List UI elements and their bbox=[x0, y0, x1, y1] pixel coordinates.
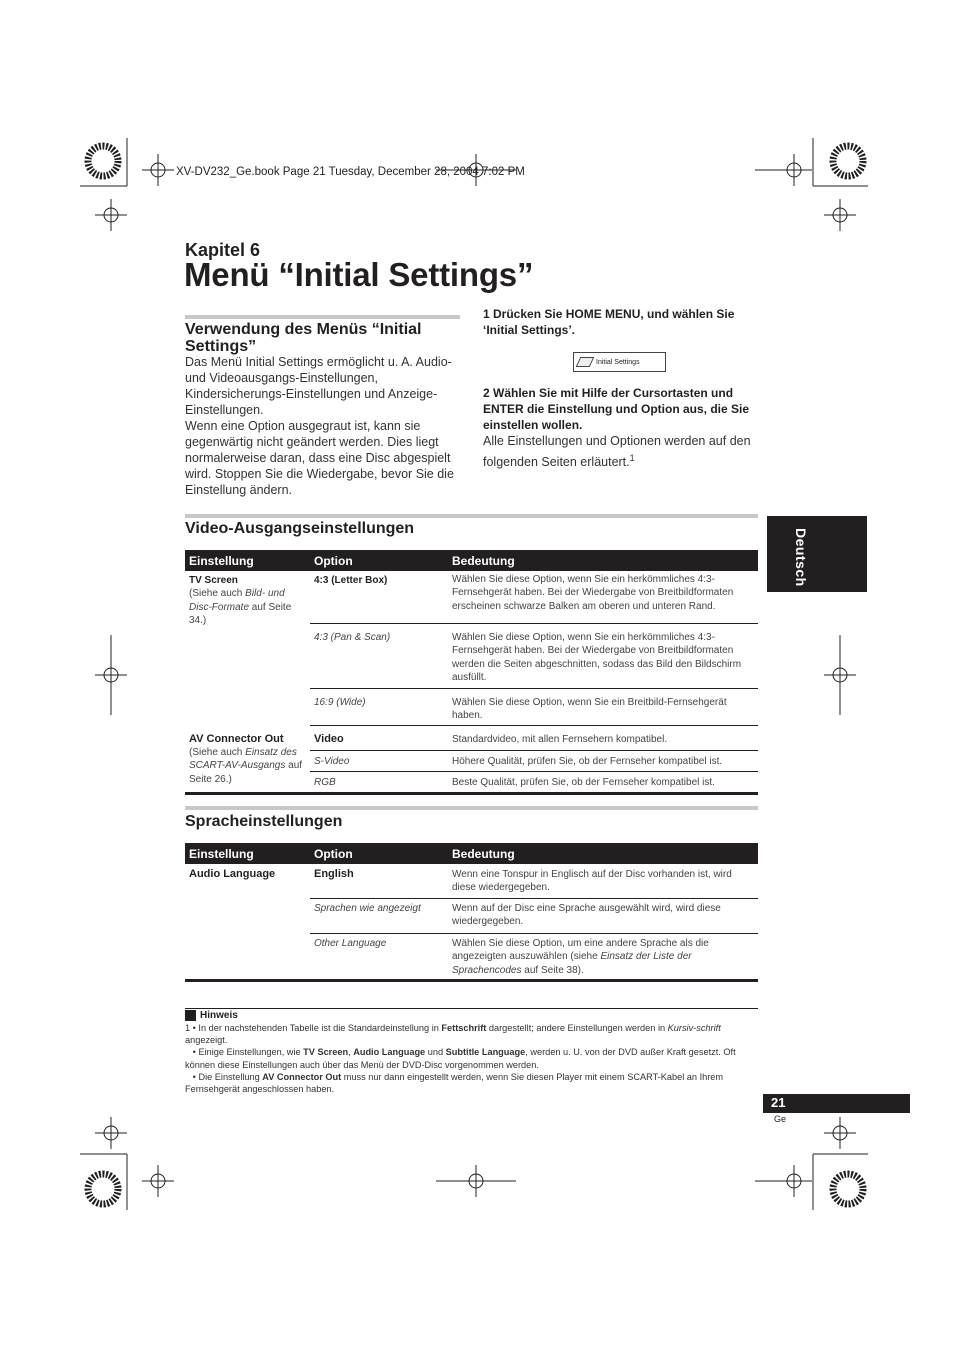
ref-text: auf Seite 34.) bbox=[189, 601, 292, 626]
usage-paragraph: Das Menü Initial Settings ermöglicht u. A. Audio- und Videoausgangs-Einstellungen, Kindersicherungs-Einstellungen und Anzeige-Einstellungen. bbox=[185, 355, 452, 417]
page-language-code: Ge bbox=[774, 1114, 787, 1124]
step-1: 1 Drücken Sie HOME MENU, und wählen Sie ‘Initial Settings’. bbox=[483, 307, 735, 337]
col-header-setting: Einstellung bbox=[185, 843, 310, 864]
ref-text: (Siehe auch bbox=[189, 588, 246, 599]
option-cell: 4:3 (Letter Box) bbox=[310, 571, 448, 624]
note-text: , bbox=[348, 1047, 354, 1058]
note-text: angezeigt. bbox=[185, 1035, 228, 1046]
setting-name: AV Connector Out bbox=[189, 732, 284, 745]
footnote-ref: 1 bbox=[629, 453, 635, 463]
ref-text: auf Seite 26.) bbox=[189, 760, 303, 785]
note-text: muss nur dann eingestellt werden, wenn Sie diesen Player mit einem SCART-Kabel an Ihrem Fernsehgerät angeschlossen haben. bbox=[185, 1071, 724, 1095]
chapter-label: Kapitel 6 bbox=[185, 240, 261, 260]
menu-item-icon bbox=[576, 357, 595, 367]
option-cell: Sprachen wie angezeigt bbox=[310, 898, 448, 933]
note-body bbox=[185, 1022, 760, 1095]
meaning-text: Wählen Sie diese Option, um eine andere Sprache als die angezeigten auszuwählen (siehe bbox=[452, 937, 709, 963]
ref-link: Bild- und Disc-Formate bbox=[189, 588, 285, 613]
step-2-text: Alle Einstellungen und Optionen werden auf den folgenden Seiten erläutert. bbox=[483, 434, 751, 470]
table-row bbox=[185, 864, 758, 898]
note-text: • Einige Einstellungen, wie bbox=[192, 1047, 304, 1058]
meaning-cell: Wählen Sie diese Option, wenn Sie ein herkömmliches 4:3-Fernsehgerät haben. Bei der Wiedergabe von Breitbildformaten werden die Seiten abgeschnitten, sodass das Bild den Bildschirm ausfüllt. bbox=[448, 624, 758, 689]
video-settings-table bbox=[185, 550, 758, 793]
book-meta: XV-DV232_Ge.book Page 21 Tuesday, December 28, 2004 7:02 PM bbox=[176, 166, 525, 178]
note-text: Subtitle Language bbox=[445, 1047, 526, 1058]
language-heading: Spracheinstellungen bbox=[185, 813, 343, 830]
meaning-cell: Standardvideo, mit allen Fernsehern kompatibel. bbox=[448, 726, 758, 750]
option-cell: English bbox=[310, 864, 448, 898]
video-heading: Video-Ausgangseinstellungen bbox=[185, 520, 415, 537]
initial-settings-menu-item bbox=[573, 352, 666, 372]
meaning-cell: Höhere Qualität, prüfen Sie, ob der Fernseher kompatibel ist. bbox=[448, 750, 758, 771]
note-text: und bbox=[425, 1047, 446, 1058]
setting-reference bbox=[189, 746, 306, 787]
setting-av-connector bbox=[185, 726, 310, 793]
meaning-link: Einsatz der Liste der Sprachencodes bbox=[452, 951, 692, 976]
language-settings-table bbox=[185, 843, 758, 980]
note-text: dargestellt; andere Einstellungen werden in bbox=[486, 1023, 668, 1033]
table-row bbox=[185, 726, 758, 750]
table-header-row bbox=[185, 843, 758, 864]
col-header-meaning: Bedeutung bbox=[448, 550, 758, 571]
option-cell: Video bbox=[310, 726, 448, 750]
note-rule bbox=[185, 1008, 758, 1009]
note-icon bbox=[185, 1010, 196, 1021]
meaning-cell: Wählen Sie diese Option, wenn Sie ein herkömmliches 4:3-Fernsehgerät haben. Bei der Wiedergabe von Breitbildformaten erscheinen schwarze Balken am oberen und unteren Rand. bbox=[448, 571, 758, 624]
option-cell: 16:9 (Wide) bbox=[310, 688, 448, 726]
table-end-rule bbox=[185, 792, 758, 795]
option-cell: S-Video bbox=[310, 750, 448, 771]
col-header-meaning: Bedeutung bbox=[448, 843, 758, 864]
note-text: Fettschrift bbox=[441, 1023, 487, 1033]
step-2: 2 Wählen Sie mit Hilfe der Cursortasten und ENTER die Einstellung und Option aus, die Sie einstellen wollen. bbox=[483, 386, 750, 432]
meaning-cell bbox=[448, 933, 758, 980]
note-text: 1 • In der nachstehenden Tabelle ist die Standardeinstellung in bbox=[185, 1023, 442, 1033]
note-text: Audio Language bbox=[353, 1047, 426, 1058]
step-2-body bbox=[483, 433, 753, 471]
table-header-row bbox=[185, 550, 758, 571]
col-header-option: Option bbox=[310, 843, 448, 864]
note-item bbox=[185, 1022, 760, 1046]
meaning-cell: Wählen Sie diese Option, wenn Sie ein Breitbild-Fernsehgerät haben. bbox=[448, 688, 758, 726]
meaning-cell: Wenn auf der Disc eine Sprache ausgewählt wird, wird diese wiedergegeben. bbox=[448, 898, 758, 933]
note-text: TV Screen bbox=[303, 1047, 349, 1058]
note-item bbox=[185, 1046, 760, 1070]
setting-audio-language: Audio Language bbox=[189, 868, 276, 880]
page-number: 21 bbox=[771, 1095, 786, 1110]
ref-text: (Siehe auch bbox=[189, 746, 246, 758]
meaning-text: auf Seite 38). bbox=[521, 964, 584, 976]
setting-tv-screen bbox=[185, 571, 310, 726]
language-tab bbox=[767, 516, 867, 592]
col-header-option: Option bbox=[310, 550, 448, 571]
note-text: , werden u. U. von der DVD außer Kraft gesetzt. Oft können diese Einstellungen auch über das Menü der DVD-Disc vorgenommen werden. bbox=[185, 1047, 736, 1070]
usage-body bbox=[185, 354, 461, 498]
section-rule bbox=[185, 514, 758, 518]
meaning-cell: Beste Qualität, prüfen Sie, ob der Fernseher kompatibel ist. bbox=[452, 777, 715, 789]
option-cell: RGB bbox=[314, 777, 336, 789]
note-text: Kursiv-schrift bbox=[667, 1023, 721, 1033]
option-cell: Other Language bbox=[314, 937, 387, 949]
section-rule bbox=[185, 806, 758, 810]
page-title: Menü “Initial Settings” bbox=[184, 256, 534, 293]
note-text: AV Connector Out bbox=[262, 1071, 342, 1082]
setting-reference bbox=[189, 587, 306, 628]
language-tab-label: Deutsch bbox=[793, 528, 809, 587]
table-row bbox=[185, 571, 758, 624]
note-title-text: Hinweis bbox=[200, 1010, 238, 1021]
ref-link: Einsatz des SCART-AV-Ausgangs bbox=[189, 746, 297, 772]
note-text: • Die Einstellung bbox=[192, 1071, 263, 1082]
col-header-setting: Einstellung bbox=[185, 550, 310, 571]
usage-paragraph: Wenn eine Option ausgegraut ist, kann sie gegenwärtig nicht geändert werden. Dies liegt normalerweise daran, dass eine Disc abgespielt wird. Stoppen Sie die Wiedergabe, bevor Sie die Einstellung ändern. bbox=[185, 419, 454, 497]
meaning-cell: Wenn eine Tonspur in Englisch auf der Disc vorhanden ist, wird diese wiedergegeben. bbox=[448, 864, 758, 898]
table-end-rule bbox=[185, 979, 758, 982]
note-title bbox=[185, 1010, 238, 1021]
usage-heading: Verwendung des Menüs “Initial Settings” bbox=[185, 321, 422, 355]
note-item bbox=[185, 1071, 760, 1095]
page-number-bar bbox=[763, 1094, 910, 1113]
setting-name: TV Screen bbox=[189, 575, 238, 586]
menu-item-label: Initial Settings bbox=[596, 358, 640, 366]
option-cell: 4:3 (Pan & Scan) bbox=[310, 624, 448, 689]
section-rule bbox=[185, 315, 460, 319]
